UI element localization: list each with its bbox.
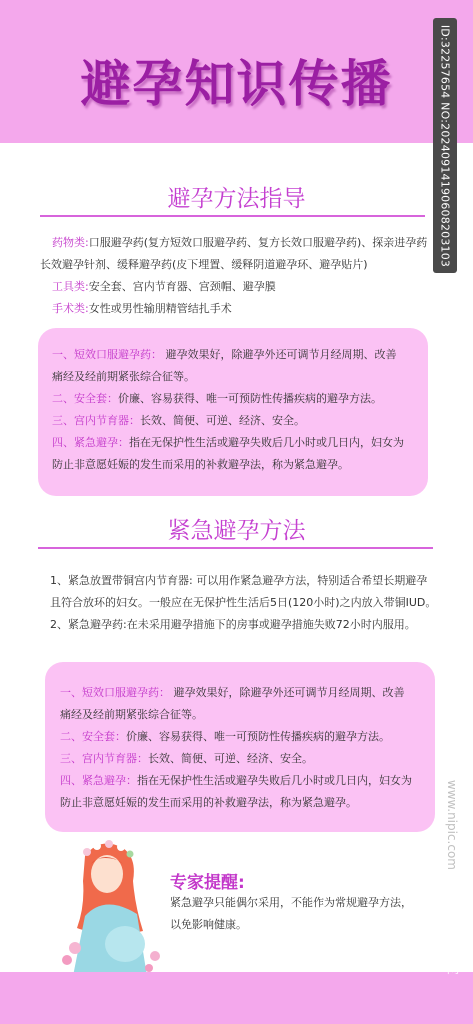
footer-band [0,972,473,1024]
card1-item1-line1: 避孕效果好，除避孕外还可调节月经周期、改善 [165,348,397,361]
card2-item4-line2: 防止非意愿妊娠的发生而采用的补救避孕法，称为紧急避孕。 [60,796,357,809]
drugs-line2: 长效避孕针剂、缓释避孕药(皮下埋置、缓释阴道避孕环、避孕贴片) [40,258,368,271]
tools-row [52,276,432,298]
card1-item4-line1: 指在无保护性生活或避孕失败后几小时或几日内，妇女为 [129,436,404,449]
emergency-line1: 1、紧急放置带铜宫内节育器: 可以用作紧急避孕方法，特别适合希望长期避孕 [50,574,428,587]
tools-text: 安全套、宫内节育器、宫颈帽、避孕膜 [88,280,276,293]
watermark-url: www.nipic.com [445,779,459,870]
page-title: 避孕知识传播 [80,55,393,113]
card1-item4-line2: 防止非意愿妊娠的发生而采用的补救避孕法，称为紧急避孕。 [52,458,349,471]
expert-line1: 紧急避孕只能偶尔采用，不能作为常规避孕方法， [170,896,412,909]
emergency-line3: 2、紧急避孕药:在未采用避孕措施下的房事或避孕措施失败72小时内服用。 [50,618,416,631]
surgery-text: 女性或男性输朋精管结扎手术 [88,302,232,315]
card1-item2-text: 价廉、容易获得、唯一可预防性传播疾病的避孕方法。 [118,392,382,405]
drugs-label: 药物类: [52,236,89,249]
card2-item3-label: 三、宫内节育器： [60,752,148,765]
drugs-line1: 口服避孕药(复方短效口服避孕药、复方长效口服避孕药)、探亲进孕药 [88,236,428,249]
watermark-brand: 昵图网 [446,934,460,977]
card2-item4-label: 四、紧急避孕： [60,774,137,787]
card2-item4-line1: 指在无保护性生活或避孕失败后几小时或几日内，妇女为 [137,774,412,787]
card2-item1-line1: 避孕效果好，除避孕外还可调节月经周期、改善 [173,686,405,699]
card1-item3-label: 三、宫内节育器： [52,414,140,427]
card2-item1-line2: 痛经及经前期紧张综合征等。 [60,708,203,721]
card1-item4-label: 四、紧急避孕： [52,436,129,449]
watermark-id-badge [433,18,457,273]
card1-item3-text: 长效、简便、可逆、经济、安全。 [140,414,305,427]
card2-item2-label: 二、安全套： [60,730,126,743]
expert-reminder-text [170,892,428,936]
info-card-2-text [60,682,428,814]
card2-item2-text: 价廉、容易获得、唯一可预防性传播疾病的避孕方法。 [126,730,390,743]
divider-emergency [38,547,433,549]
card2-item1-label: 一、短效口服避孕药： [60,686,170,699]
expert-reminder-title: 专家提醒: [170,873,245,893]
tools-label: 工具类: [52,280,89,293]
info-card-1-text [52,344,420,476]
card1-item1-label: 一、短效口服避孕药： [52,348,162,361]
section-title-emergency: 紧急避孕方法 [167,518,306,544]
divider-methods [40,215,425,217]
expert-line2: 以免影响健康。 [170,918,247,931]
card1-item1-line2: 痛经及经前期紧张综合征等。 [52,370,195,383]
section-title-methods: 避孕方法指导 [167,186,306,212]
methods-list [40,232,432,320]
emergency-list [50,570,440,636]
drugs-row [52,232,432,254]
watermark-id-text: ID:32257654 NO:20240914190608203103 [438,24,452,267]
surgery-row [52,298,432,320]
emergency-line2: 且符合放环的妇女。一般应在无保护性生活后5日(120小时)之内放入带铜IUD。 [50,596,437,609]
card1-item2-label: 二、安全套： [52,392,118,405]
card2-item3-text: 长效、简便、可逆、经济、安全。 [148,752,313,765]
pregnant-woman-illustration [55,836,165,976]
surgery-label: 手术类: [52,302,89,315]
